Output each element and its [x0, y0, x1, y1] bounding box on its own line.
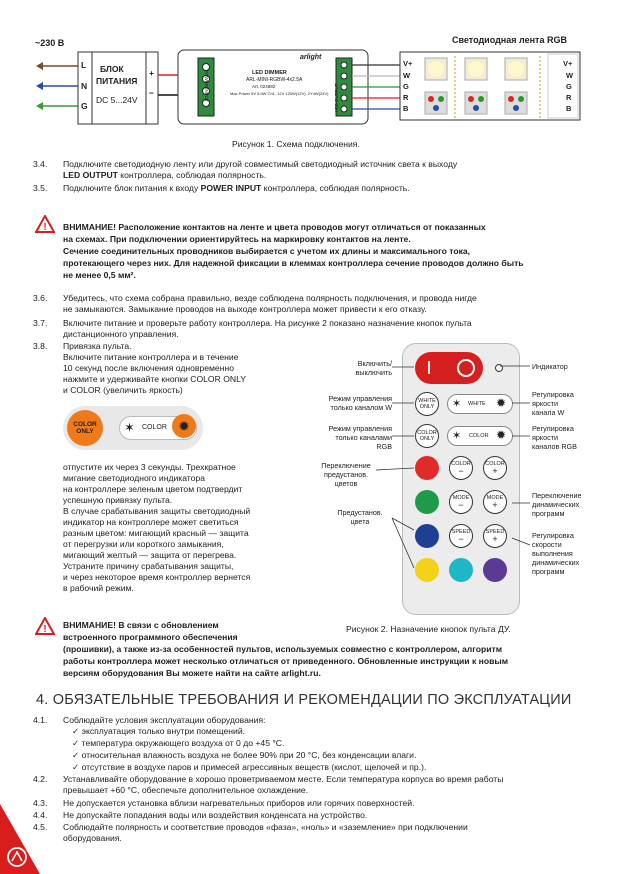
strip-pin-right-w: W — [566, 71, 574, 80]
strip-pin-right-b: B — [566, 104, 572, 113]
psu-label-2: ПИТАНИЯ — [96, 76, 138, 86]
binding2-line: В случае срабатывания защиты светодиодный — [63, 506, 251, 516]
controller-power: Max Power 5V 5.0W Ch1, 12V 120W(12V), 2Y4W(24V) — [230, 91, 329, 96]
sun-minus-icon: ✶ — [452, 430, 462, 442]
binding2-line: на контроллере зеленым цветом подтвердит — [63, 484, 243, 494]
strip-pin-left-w: W — [403, 71, 411, 80]
step-3-4-pre: Подключите светодиодную ленту или другой совместимый светодиодный источник света к выходу — [63, 159, 458, 169]
label-line: каналов RGB — [532, 442, 577, 451]
step-3-8-num: 3.8. — [33, 341, 48, 351]
label-line: яркости — [532, 433, 559, 442]
label-line: только каналами — [335, 433, 392, 442]
label-preset-switch — [318, 461, 374, 488]
warning2-line: работы контроллера может несколько отличаться от приведенного. Обновленные инструкции к новым — [63, 656, 509, 666]
binding2-line: Устраните причину срабатывания защиты, — [63, 561, 234, 571]
step-line: Привязка пульта. — [63, 341, 132, 351]
label-line: RGB — [376, 442, 392, 451]
label-color-only — [320, 424, 392, 451]
section-4-title: 4. ОБЯЗАТЕЛЬНЫЕ ТРЕБОВАНИЯ И РЕКОМЕНДАЦИИ ПО ЭКСПЛУАТАЦИИ — [36, 692, 572, 708]
binding2-line: мигание светодиодного индикатора — [63, 473, 205, 483]
strip-pin-left-b: B — [403, 104, 409, 113]
binding-line: и COLOR (увеличить яркость) — [63, 385, 183, 395]
label-line: Переключение — [321, 461, 371, 470]
figure2-caption: Рисунок 2. Назначение кнопок пульта ДУ. — [346, 624, 511, 634]
controller-brand: arlight — [300, 54, 322, 61]
color-label: COLOR — [142, 424, 167, 431]
figure1-caption: Рисунок 1. Схема подключения. — [232, 139, 360, 149]
warning2-line: встроенного программного обеспечения — [63, 632, 238, 642]
strip-pin-left-g: G — [403, 82, 409, 91]
strip-pin-right-g: G — [566, 82, 572, 91]
label-programs — [532, 491, 582, 518]
color-rocker-label: COLOR — [469, 433, 489, 439]
label-line: динамических — [532, 558, 580, 567]
step-line: дистанционного управления. — [63, 329, 179, 339]
binding-line: Включите питание контроллера и в течение — [63, 352, 239, 362]
label-presets — [330, 508, 390, 526]
svg-text:!: ! — [43, 624, 47, 635]
controller-name: LED DIMMER — [252, 70, 287, 76]
label-line: яркости — [532, 399, 559, 408]
key-label: SPEED — [451, 528, 471, 535]
key-label: SPEED — [485, 528, 505, 535]
step-3-7-num: 3.7. — [33, 318, 48, 328]
key-label: COLOR — [451, 460, 471, 467]
item-line: ✓ отсутствие в воздухе паров и примесей агрессивных веществ (кислот, щелочей и пр.). — [72, 762, 427, 772]
psu-label-3: DC 5...24V — [96, 95, 138, 105]
label-indicator — [532, 362, 568, 371]
item-num: 4.3. — [33, 798, 48, 808]
key-sign: − — [458, 465, 464, 476]
voltage-label: ~230 В — [35, 38, 65, 48]
item-num: 4.4. — [33, 810, 48, 820]
warning2-line: версиям оборудования Вы можете найти на сайте arlight.ru. — [63, 668, 321, 678]
label-line: предустанов. — [323, 470, 369, 479]
binding2-line: от перегрузки или короткого замыкания, — [63, 539, 224, 549]
strip-pin-right-vplus: V+ — [563, 59, 573, 68]
warning1-line: Сечение соединительных проводников выбирается с учетом их длины и максимального тока, — [63, 246, 471, 256]
label-white-only — [320, 394, 392, 412]
label-line: канала W — [532, 408, 565, 417]
svg-text:!: ! — [43, 222, 47, 233]
psu-label-1: БЛОК — [100, 64, 124, 74]
step-line: Убедитесь, что схема собрана правильно, везде соблюдена полярность подключения, и провода нигде — [63, 293, 477, 303]
label-line: Регулировка — [532, 390, 574, 399]
label-line: выключить — [355, 368, 392, 377]
label-line: программ — [532, 509, 565, 518]
item-4-2 — [63, 774, 608, 796]
controller-output-label: LED OUTPUT — [334, 83, 339, 112]
key-sign: − — [458, 499, 464, 510]
sun-plus-icon: ✹ — [496, 428, 507, 442]
corner-logo-badge — [0, 804, 40, 874]
warning1-line: протекающего через них. Для надежной фиксации в клеммах контроллера сечение проводов должно быть — [63, 258, 524, 268]
warning2-text — [63, 619, 608, 679]
label-line: Предустанов. — [337, 508, 383, 517]
warning1-line: не менее 0,5 мм². — [63, 270, 136, 280]
item-line: ✓ эксплуатация только внутри помещений. — [72, 726, 246, 736]
color-only-label: COLOR ONLY — [73, 421, 97, 435]
step-3-5-num: 3.5. — [33, 183, 48, 193]
psu-plus: + — [149, 68, 154, 78]
step-3-5-pre: Подключите блок питания к входу — [63, 183, 201, 193]
strip-pin-right-r: R — [566, 93, 572, 102]
strip-pin-left-r: R — [403, 93, 409, 102]
warning1-line: на схемах. При подключении ориентируйтесь на маркировку контактов на ленте. — [63, 234, 411, 244]
step-3-6-num: 3.6. — [33, 293, 48, 303]
step-3-4-post: контроллера, соблюдая полярность. — [117, 170, 267, 180]
label-line: Переключение — [532, 491, 582, 500]
label-line: программ — [532, 567, 565, 576]
strip-title: Светодиодная лента RGB — [452, 35, 567, 45]
label-line: Режим управления — [328, 424, 392, 433]
step-line: Включите питание и проверьте работу контроллера. На рисунке 2 показано назначение кнопок пульта — [63, 318, 472, 328]
label-line: выполнения — [532, 549, 573, 558]
item-num: 4.5. — [33, 822, 48, 832]
strip-pin-left-vplus: V+ — [403, 59, 413, 68]
key-sign: + — [492, 533, 498, 544]
binding2-line: мигающий желтый — защита от перегрева. — [63, 550, 237, 560]
item-num: 4.2. — [33, 774, 48, 784]
label-line: Режим управления — [328, 394, 392, 403]
label-line: скорости — [532, 540, 562, 549]
white-only-label: WHITE ONLY — [418, 398, 436, 410]
key-label: COLOR — [485, 460, 505, 467]
item-line: ✓ относительная влажность воздуха не более 90% при 20 °C, без конденсации влаги. — [72, 750, 417, 760]
label-line: цветов — [334, 479, 358, 488]
binding-line: 10 секунд после включения одновременно — [63, 363, 234, 373]
key-sign: + — [492, 465, 498, 476]
item-line: Устанавливайте оборудование в хорошо проветриваемом месте. Если температура корпуса во время работы — [63, 774, 504, 784]
item-line: превышает +60 °С, обеспечьте дополнительное охлаждение. — [63, 785, 309, 795]
item-num: 4.1. — [33, 715, 48, 725]
controller-input-label: POWER INPUT — [204, 70, 209, 102]
item-line: оборудования. — [63, 833, 122, 843]
warning2-line: ВНИМАНИЕ! В связи с обновлением — [63, 620, 219, 630]
sun-minus-icon: ✶ — [452, 398, 462, 410]
controller-art: Art. 024892 — [252, 84, 276, 89]
label-line: только каналом W — [330, 403, 392, 412]
psu-term-n: N — [81, 81, 88, 91]
label-line: динамических — [532, 500, 580, 509]
warning1-line: ВНИМАНИЕ! Расположение контактов на ленте и цвета проводов могут отличаться от показанных — [63, 222, 486, 232]
label-white-brightness — [532, 390, 574, 417]
label-line: Регулировка — [532, 531, 574, 540]
label-line: Регулировка — [532, 424, 574, 433]
item-line: Не допускается установка вблизи нагревательных приборов или горячих поверхностей. — [63, 798, 415, 808]
warning2-line: (прошивки), а также из-за особенностей пультов, используемых совместно с контроллером, алгоритм — [63, 644, 503, 654]
key-label: MODE — [452, 494, 470, 501]
step-line: не замыкаются. Замыкание проводов на выходе контроллера может привести к его отказу. — [63, 304, 427, 314]
step-3-5-bold: POWER INPUT — [200, 183, 262, 193]
binding-line: нажмите и удерживайте кнопки COLOR ONLY — [63, 374, 246, 384]
psu-minus: − — [149, 88, 154, 98]
binding2-line: в рабочий режим. — [63, 583, 134, 593]
item-line: Не допускайте попадания воды или воздействия конденсата на устройство. — [63, 810, 368, 820]
psu-term-g: G — [81, 101, 88, 111]
label-power — [340, 359, 392, 377]
binding2-line: отпустите их через 3 секунды. Трехкратное — [63, 462, 236, 472]
label-rgb-brightness — [532, 424, 577, 451]
binding2-line: успешную привязку пульта. — [63, 495, 173, 505]
key-sign: − — [458, 533, 464, 544]
item-line: Соблюдайте условия эксплуатации оборудования: — [63, 715, 266, 725]
step-3-4-num: 3.4. — [33, 159, 48, 169]
step-3-4-bold: LED OUTPUT — [63, 170, 118, 180]
key-sign: + — [492, 499, 498, 510]
label-speed — [532, 531, 579, 576]
label-line: Индикатор — [532, 362, 568, 371]
controller-model: ARL-MINI-RGBW-4x2.5A — [246, 77, 303, 83]
label-line: цвета — [350, 517, 370, 526]
sun-plus-icon-pressed: ✹ — [172, 414, 196, 438]
item-line: Соблюдайте полярность и соответствие проводов «фаза», «ноль» и «заземление» при подключении — [63, 822, 468, 832]
key-label: MODE — [486, 494, 504, 501]
binding2-line: индикатор на контроллере может светиться — [63, 517, 239, 527]
step-3-5-post: контроллера, соблюдая полярность. — [261, 183, 410, 193]
binding2-line: разным цветом: мигающий красный — защита — [63, 528, 249, 538]
warning-icon — [35, 617, 55, 635]
sun-minus-icon: ✶ — [124, 420, 135, 435]
psu-term-l: L — [81, 60, 87, 70]
power-on-icon: | — [427, 358, 431, 374]
white-label: WHITE — [468, 401, 486, 407]
item-line: ✓ температура окружающего воздуха от 0 до +45 °С. — [72, 738, 285, 748]
color-only-btn-label: COLOR ONLY — [417, 430, 437, 442]
item-4-5 — [63, 822, 583, 844]
binding2-line: и через некоторое время контроллер вернется — [63, 572, 251, 582]
label-line: Включить/ — [357, 359, 392, 368]
sun-plus-icon: ✹ — [496, 396, 507, 410]
